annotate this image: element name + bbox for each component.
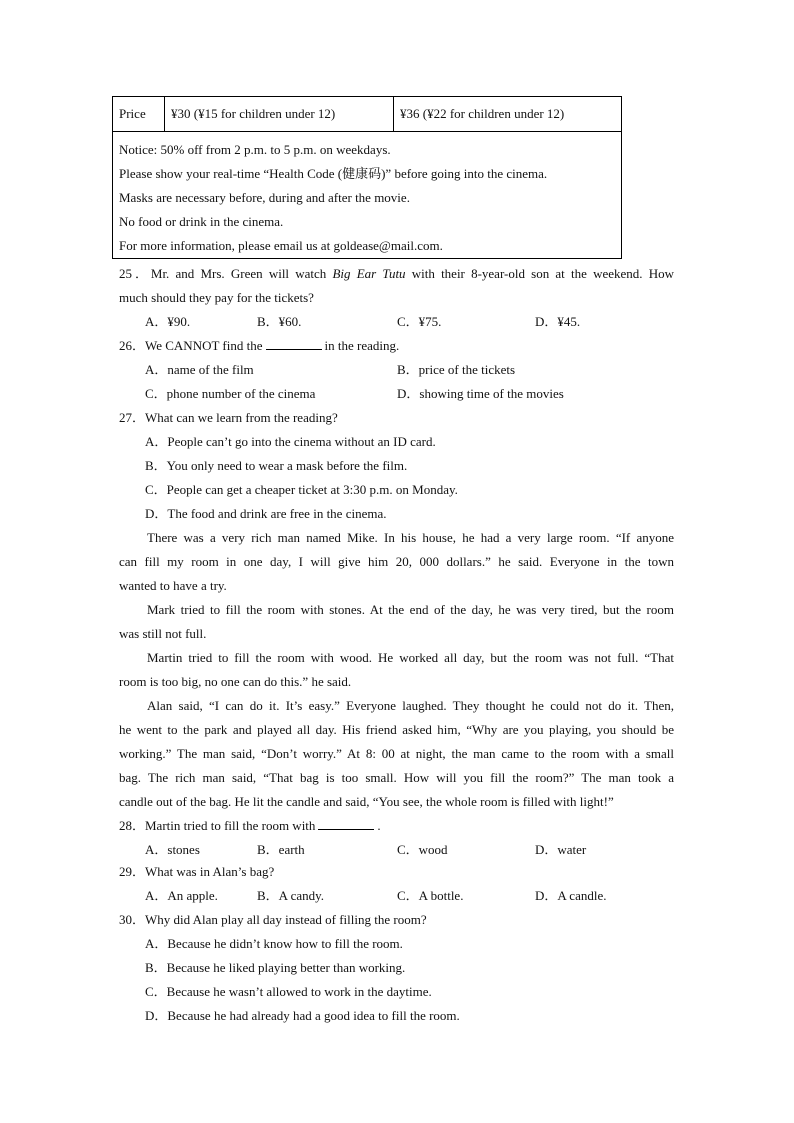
price-film-a: ¥30 (¥15 for children under 12) [165,97,394,131]
story-p3-line: Martin tried to fill the room with wood. He worked all day, but the room was not full. “That [147,650,674,665]
story-p2-line: Mark tried to fill the room with stones. At the end of the day, he was very tired, but the room [147,602,674,617]
q25-option-b: B．¥60. [257,314,302,329]
price-row [113,97,621,132]
film-title: Big Ear Tutu [332,266,406,281]
q25-option-c: C．¥75. [397,314,442,329]
story-p4-line: he went to the park and played all day. His friend asked him, “Why are you playing, you should be [119,722,674,737]
q28-option-b: B．earth [257,842,305,857]
q25-option-a: A．¥90. [145,314,191,329]
cinema-info-table [112,96,622,259]
question-29-stem: 29．What was in Alan’s bag? [119,864,275,879]
question-27-stem: 27．What can we learn from the reading? [119,410,338,425]
q27-option-a: A．People can’t go into the cinema without an ID card. [145,434,436,449]
story-p4-line: bag. The rich man said, “That bag is too small. How will you fill the room?” The man took a [119,770,674,785]
q26-option-c: C．phone number of the cinema [145,386,316,401]
story-p1-line: wanted to have a try. [119,578,227,593]
q30-option-b: B．Because he liked playing better than working. [145,960,406,975]
question-30-stem: 30．Why did Alan play all day instead of filling the room? [119,912,427,927]
q25-option-d: D．¥45. [535,314,581,329]
story-p2-line: was still not full. [119,626,207,641]
answer-blank [266,337,322,350]
q28-option-a: A．stones [145,842,200,857]
price-label: Price [113,97,165,131]
notice-line: Masks are necessary before, during and after the movie. [119,190,410,205]
story-p3-line: room is too big, no one can do this.” he said. [119,674,352,689]
q27-option-b: B．You only need to wear a mask before the film. [145,458,408,473]
story-p1-line: can fill my room in one day, I will give him 20, 000 dollars.” he said. Everyone in the town [119,554,674,569]
question-26-stem: 26．We CANNOT find the in the reading. [119,338,400,353]
q29-option-c: C．A bottle. [397,888,464,903]
question-25-stem-cont: much should they pay for the tickets? [119,290,314,305]
notice-cell [113,132,621,258]
q26-option-b: B．price of the tickets [397,362,516,377]
q30-option-c: C．Because he wasn’t allowed to work in the daytime. [145,984,432,999]
q28-option-d: D．water [535,842,587,857]
notice-line: Please show your real-time “Health Code (健康码)” before going into the cinema. [119,166,548,181]
q29-option-b: B．A candy. [257,888,325,903]
price-film-b: ¥36 (¥22 for children under 12) [400,106,565,121]
question-28-stem: 28．Martin tried to fill the room with . [119,818,381,833]
notice-line: Notice: 50% off from 2 p.m. to 5 p.m. on weekdays. [119,142,391,157]
notice-line: No food or drink in the cinema. [119,214,284,229]
q29-option-a: A．An apple. [145,888,218,903]
q27-option-c: C．People can get a cheaper ticket at 3:30 p.m. on Monday. [145,482,458,497]
q28-option-c: C．wood [397,842,448,857]
q30-option-a: A．Because he didn’t know how to fill the room. [145,936,403,951]
q27-option-d: D．The food and drink are free in the cinema. [145,506,387,521]
answer-blank [318,817,374,830]
story-p4-line: candle out of the bag. He lit the candle and said, “You see, the whole room is filled with light!” [119,794,614,809]
q29-option-d: D．A candle. [535,888,607,903]
q26-option-a: A．name of the film [145,362,254,377]
notice-line: For more information, please email us at goldease@mail.com. [119,238,443,253]
q26-option-d: D．showing time of the movies [397,386,564,401]
story-p4-line: Alan said, “I can do it. It’s easy.” Everyone laughed. They thought he could not do it. Then, [147,698,674,713]
story-p4-line: working.” The man said, “Don’t worry.” At 8: 00 at night, the man came to the room with a small [119,746,674,761]
question-25-stem: 25．Mr. and Mrs. Green will watch Big Ear Tutu with their 8-year-old son at the weekend. How [119,266,674,281]
q30-option-d: D．Because he had already had a good idea to fill the room. [145,1008,460,1023]
story-p1-line: There was a very rich man named Mike. In his house, he had a very large room. “If anyone [147,530,674,545]
